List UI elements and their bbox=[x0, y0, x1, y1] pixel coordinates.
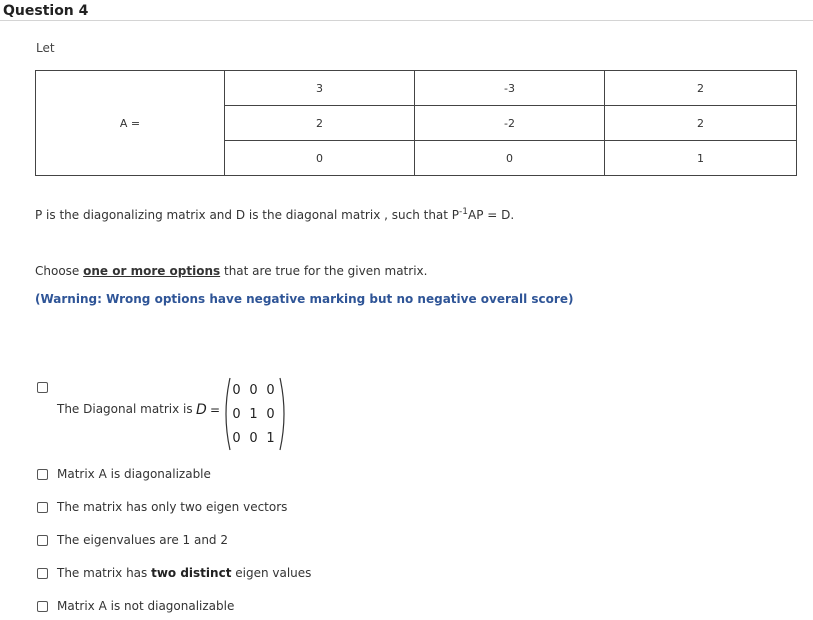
matrix-cell: 1 bbox=[605, 141, 797, 176]
matrix-cell: 2 bbox=[605, 106, 797, 141]
option-5-prefix: The matrix has bbox=[57, 566, 152, 580]
option-5-label bbox=[57, 566, 311, 580]
matrix-cell: 2 bbox=[605, 71, 797, 106]
matrix-entry: 0 bbox=[232, 431, 241, 446]
option-4-label: The eigenvalues are 1 and 2 bbox=[57, 533, 228, 547]
option-6-checkbox[interactable] bbox=[37, 601, 48, 612]
matrix-entry: 0 bbox=[266, 407, 275, 422]
problem-statement bbox=[35, 207, 514, 222]
option-6-label: Matrix A is not diagonalizable bbox=[57, 599, 235, 613]
matrix-cell: -3 bbox=[415, 71, 605, 106]
matrix-entry: 0 bbox=[232, 383, 241, 398]
matrix-entry: 1 bbox=[266, 431, 275, 446]
warning-note: (Warning: Wrong options have negative marking but no negative overall score) bbox=[35, 292, 574, 306]
option-1-matrix-var: D bbox=[196, 402, 207, 418]
matrix-cell: 0 bbox=[415, 141, 605, 176]
statement-text-end: AP = D. bbox=[468, 208, 515, 222]
matrix-a-table bbox=[35, 70, 797, 176]
matrix-cell: -2 bbox=[415, 106, 605, 141]
instruction-emphasis: one or more options bbox=[83, 264, 221, 278]
option-1-equals: = bbox=[210, 403, 221, 417]
option-1-matrix bbox=[228, 379, 278, 451]
table-row bbox=[36, 71, 797, 106]
matrix-cell: 3 bbox=[225, 71, 415, 106]
option-2-checkbox[interactable] bbox=[37, 469, 48, 480]
inverse-superscript: -1 bbox=[459, 207, 469, 217]
option-1-checkbox[interactable] bbox=[37, 382, 48, 393]
matrix-entry: 0 bbox=[266, 383, 275, 398]
matrix-entry: 1 bbox=[249, 407, 258, 422]
matrix-entry: 0 bbox=[232, 407, 241, 422]
matrix-cell: 0 bbox=[225, 141, 415, 176]
option-2-label: Matrix A is diagonalizable bbox=[57, 467, 211, 481]
option-3-label: The matrix has only two eigen vectors bbox=[57, 500, 288, 514]
matrix-entry: 0 bbox=[249, 383, 258, 398]
instruction-prefix: Choose bbox=[35, 264, 84, 278]
question-title: Question 4 bbox=[3, 3, 89, 19]
option-3-checkbox[interactable] bbox=[37, 502, 48, 513]
option-5-bold: two distinct bbox=[151, 566, 232, 580]
option-4-checkbox[interactable] bbox=[37, 535, 48, 546]
option-1-label: The Diagonal matrix is bbox=[57, 402, 193, 416]
title-divider bbox=[0, 20, 813, 21]
matrix-label-cell: A = bbox=[36, 71, 225, 176]
matrix-entry: 0 bbox=[249, 431, 258, 446]
option-5-suffix: eigen values bbox=[231, 566, 312, 580]
matrix-cell: 2 bbox=[225, 106, 415, 141]
let-label: Let bbox=[36, 41, 55, 55]
instruction bbox=[35, 264, 427, 278]
option-5-checkbox[interactable] bbox=[37, 568, 48, 579]
statement-text: P is the diagonalizing matrix and D is the diagonal matrix , such that P bbox=[35, 208, 460, 222]
instruction-suffix: that are true for the given matrix. bbox=[220, 264, 428, 278]
